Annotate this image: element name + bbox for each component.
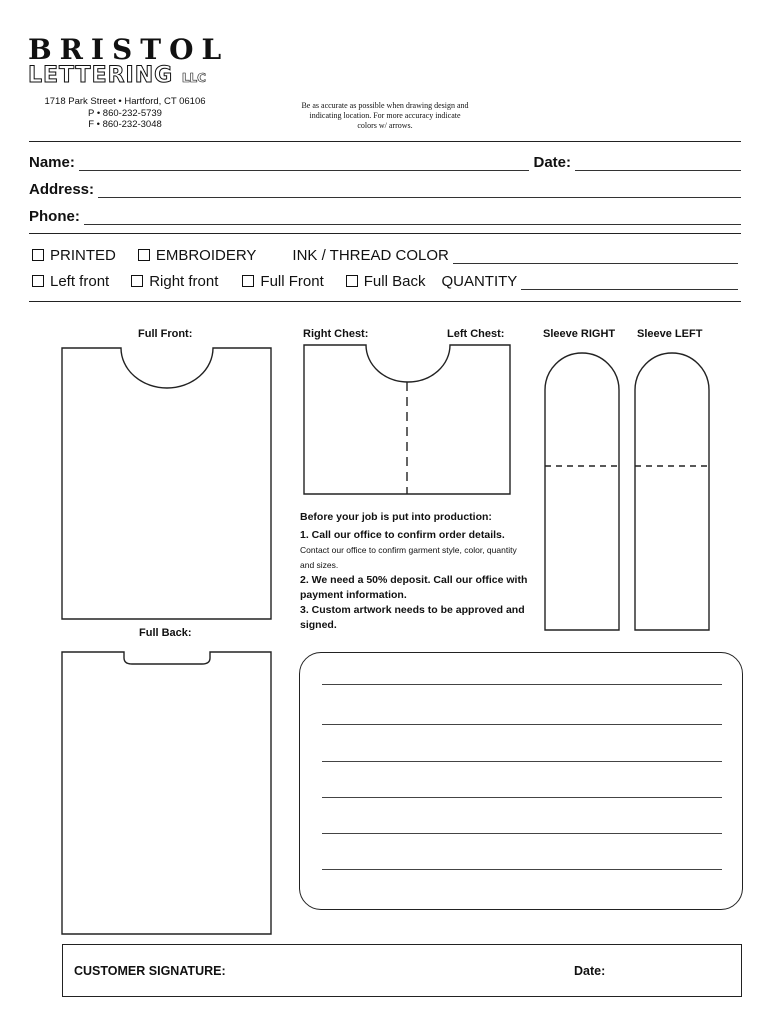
company-phone: P • 860-232-5739 [88, 107, 162, 119]
logo-llc: LLC [181, 71, 206, 85]
notes-line [322, 797, 722, 798]
left-front-label: Left front [50, 273, 110, 290]
signature-date-label: Date: [574, 964, 606, 978]
drawing-note: Be as accurate as possible when drawing design and indicating location. For more accuracy indicate colors w/ arrows. [301, 101, 469, 130]
address-label: Address: [29, 181, 95, 198]
notes-line [322, 869, 722, 870]
instruction-step-2: 2. We need a 50% deposit. Call our office with payment information. [300, 574, 528, 601]
sleeve-left-label: Sleeve LEFT [637, 328, 703, 340]
date-label: Date: [533, 154, 571, 171]
instructions [300, 510, 532, 633]
printed-label: PRINTED [50, 247, 116, 264]
customer-signature-label: CUSTOMER SIGNATURE: [74, 964, 226, 978]
instructions-heading: Before your job is put into production: [300, 511, 492, 523]
ink-thread-color-label: INK / THREAD COLOR [292, 247, 449, 264]
right-front-label: Right front [149, 273, 219, 290]
full-front-diagram [62, 348, 271, 619]
full-back-diagram [62, 652, 271, 934]
instruction-step-3: 3. Custom artwork needs to be approved and signed. [300, 604, 525, 631]
company-fax: F • 860-232-3048 [88, 119, 162, 130]
sleeve-right-diagram [545, 353, 619, 630]
left-chest-label: Left Chest: [447, 328, 505, 340]
full-front-label: Full Front: [138, 328, 193, 340]
customer-signature-box[interactable] [62, 944, 742, 997]
quantity-label: QUANTITY [441, 273, 518, 290]
instruction-step-1: 1. Call our office to confirm order details. [300, 529, 505, 541]
sleeve-left-diagram [635, 353, 709, 630]
notes-line [322, 833, 722, 834]
notes-box[interactable] [299, 652, 743, 910]
name-label: Name: [29, 154, 75, 171]
full-back-label: Full Back: [139, 627, 192, 639]
notes-line [322, 761, 722, 762]
full-front-label: Full Front [260, 273, 324, 290]
notes-line [322, 724, 722, 725]
sleeve-right-label: Sleeve RIGHT [543, 328, 616, 340]
full-back-label: Full Back [363, 273, 426, 290]
logo-line2-text: LETTERING [28, 63, 174, 88]
notes-line [322, 684, 722, 685]
company-address: 1718 Park Street • Hartford, CT 06106 [44, 96, 206, 107]
right-chest-label: Right Chest: [303, 328, 369, 340]
instruction-step-1-detail: Contact our office to confirm garment style, color, quantity and sizes. [300, 545, 517, 570]
logo-line1: BRISTOL [28, 33, 230, 66]
phone-label: Phone: [29, 208, 80, 225]
embroidery-label: EMBROIDERY [155, 247, 257, 264]
